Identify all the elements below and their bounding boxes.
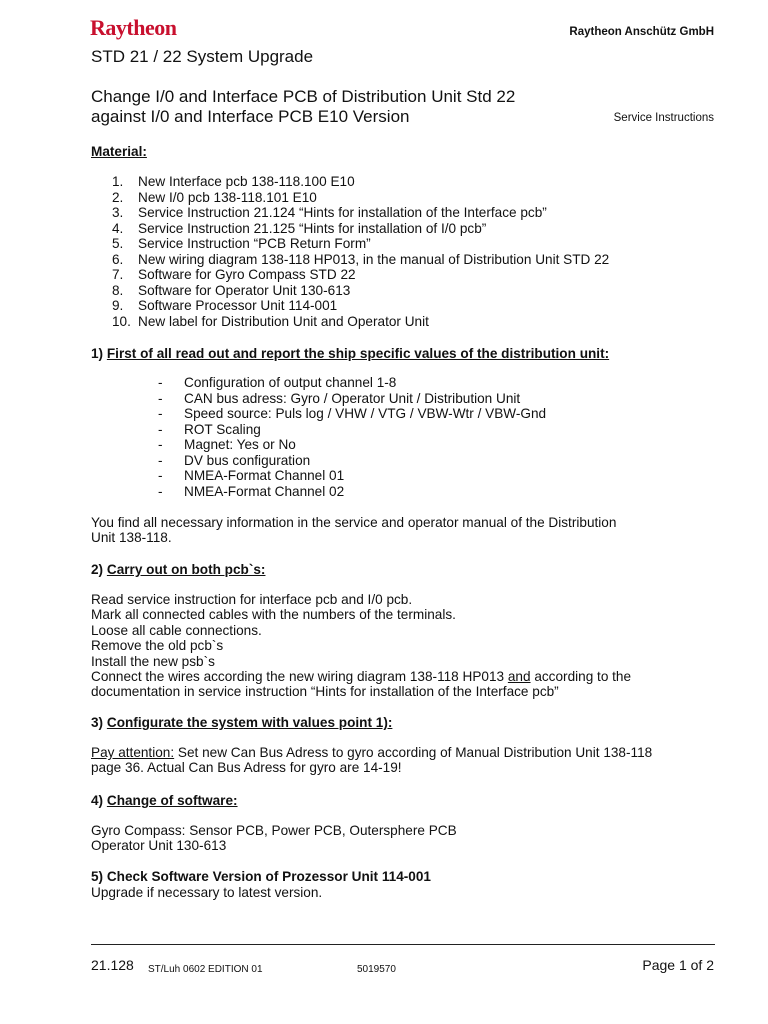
footer-reference: ST/Luh 0602 EDITION 01 xyxy=(148,964,263,975)
company-name: Raytheon Anschütz GmbH xyxy=(569,26,714,38)
section3-heading xyxy=(91,715,392,730)
raytheon-logo: Raytheon xyxy=(90,15,177,40)
material-list-item xyxy=(112,298,609,314)
material-item-text: New wiring diagram 138-118 HP013, in the manual of Distribution Unit STD 22 xyxy=(138,251,610,267)
section5-heading: 5) Check Software Version of Prozessor Unit 114-001 xyxy=(91,869,431,884)
material-list-item xyxy=(112,205,609,221)
section2-number: 2) xyxy=(91,562,104,577)
material-item-text: New label for Distribution Unit and Operator Unit xyxy=(138,313,429,329)
material-item-number: 3. xyxy=(112,205,124,220)
section3-note xyxy=(91,745,652,776)
material-list xyxy=(112,174,609,329)
material-item-number: 8. xyxy=(112,282,124,298)
bullet-text: NMEA-Format Channel 01 xyxy=(184,468,345,483)
section4-line2: Operator Unit 130-613 xyxy=(91,838,227,854)
section2-line: Read service instruction for interface pcb and I/0 pcb. xyxy=(91,592,413,607)
material-list-item xyxy=(112,314,609,330)
section4-number: 4) xyxy=(91,793,104,808)
material-item-text: Software for Operator Unit 130-613 xyxy=(138,282,351,298)
material-item-text: Service Instruction “PCB Return Form” xyxy=(138,236,371,251)
section2-line6-and: and xyxy=(507,669,531,685)
section3-number: 3) xyxy=(91,715,104,730)
section1-note xyxy=(91,515,616,546)
bullet-text: Speed source: Puls log / VHW / VTG / VBW-Wtr / VBW-Gnd xyxy=(184,406,547,421)
footer-divider xyxy=(91,944,715,945)
document-subtitle-line2: against I/0 and Interface PCB E10 Version xyxy=(91,107,410,126)
material-list-item xyxy=(112,283,609,299)
section1-bullet-item xyxy=(158,391,546,407)
section4-body xyxy=(91,823,457,854)
material-item-number: 6. xyxy=(112,251,124,267)
bullet-text: ROT Scaling xyxy=(184,421,261,437)
material-list-item xyxy=(112,174,609,190)
section2-title: Carry out on both pcb`s: xyxy=(106,562,266,577)
bullet-dash: - xyxy=(158,421,163,437)
material-item-text: New I/0 pcb 138-118.101 E10 xyxy=(138,189,317,205)
material-list-item xyxy=(112,236,609,252)
bullet-dash: - xyxy=(158,390,163,406)
document-type-label: Service Instructions xyxy=(613,112,714,124)
section2-line: documentation in service instruction “Hints for installation of the Interface pcb” xyxy=(91,684,559,700)
material-list-item xyxy=(112,252,609,268)
bullet-text: Configuration of output channel 1-8 xyxy=(184,375,397,390)
section1-bullet-item xyxy=(158,375,546,391)
section1-title: First of all read out and report the ship specific values of the distribution unit: xyxy=(106,346,610,361)
material-list-item xyxy=(112,190,609,206)
section4-line1: Gyro Compass: Sensor PCB, Power PCB, Outersphere PCB xyxy=(91,823,457,838)
material-list-item xyxy=(112,267,609,283)
material-item-number: 1. xyxy=(112,174,124,189)
footer-doc-number: 21.128 xyxy=(91,957,134,973)
material-item-number: 4. xyxy=(112,220,124,236)
section4-title: Change of software: xyxy=(106,793,238,808)
section1-bullet-list xyxy=(158,375,546,499)
material-item-number: 9. xyxy=(112,298,124,313)
section3-note-line2: page 36. Actual Can Bus Adress for gyro are 14-19! xyxy=(91,760,402,776)
section2-heading xyxy=(91,562,265,577)
bullet-dash: - xyxy=(158,452,163,468)
section2-line6-end: according to the xyxy=(530,669,632,685)
section2-line6-start: Connect the wires according the new wiring diagram 138-118 HP013 xyxy=(91,669,508,685)
material-item-number: 7. xyxy=(112,267,124,282)
bullet-text: NMEA-Format Channel 02 xyxy=(184,483,345,499)
material-item-number: 2. xyxy=(112,189,124,205)
material-list-item xyxy=(112,221,609,237)
bullet-text: Magnet: Yes or No xyxy=(184,437,296,452)
section2-line: Install the new psb`s xyxy=(91,653,215,669)
section2-line: Remove the old pcb`s xyxy=(91,638,224,654)
pay-attention-label: Pay attention: xyxy=(91,745,175,760)
section1-bullet-item xyxy=(158,453,546,469)
document-title: STD 21 / 22 System Upgrade xyxy=(91,47,314,66)
bullet-text: CAN bus adress: Gyro / Operator Unit / Distribution Unit xyxy=(184,390,521,406)
section1-bullet-item xyxy=(158,437,546,453)
material-item-text: New Interface pcb 138-118.100 E10 xyxy=(138,174,355,189)
section3-line1-text: Set new Can Bus Adress to gyro according of Manual Distribution Unit 138-118 xyxy=(174,745,653,760)
section2-line: Loose all cable connections. xyxy=(91,622,262,638)
section1-note-line2: Unit 138-118. xyxy=(91,530,172,546)
material-item-text: Service Instruction 21.125 “Hints for installation of I/0 pcb” xyxy=(138,220,487,236)
section1-heading xyxy=(91,346,609,361)
footer-code: 5019570 xyxy=(357,964,396,975)
section1-number: 1) xyxy=(91,346,104,361)
material-item-number: 5. xyxy=(112,236,124,251)
section2-steps xyxy=(91,592,631,700)
bullet-dash: - xyxy=(158,468,163,483)
section1-bullet-item xyxy=(158,468,546,484)
section1-bullet-item xyxy=(158,406,546,422)
section1-bullet-item xyxy=(158,422,546,438)
section1-note-line1: You find all necessary information in the service and operator manual of the Distribution xyxy=(91,515,617,530)
material-heading: Material: xyxy=(91,144,147,159)
material-item-number: 10. xyxy=(112,313,131,329)
section4-heading xyxy=(91,793,238,808)
section2-line: Mark all connected cables with the numbers of the terminals. xyxy=(91,607,456,623)
section5-body: Upgrade if necessary to latest version. xyxy=(91,885,323,900)
section1-bullet-item xyxy=(158,484,546,500)
material-item-text: Software Processor Unit 114-001 xyxy=(138,298,338,313)
bullet-dash: - xyxy=(158,375,163,390)
bullet-dash: - xyxy=(158,406,163,421)
material-item-text: Software for Gyro Compass STD 22 xyxy=(138,267,356,282)
material-item-text: Service Instruction 21.124 “Hints for installation of the Interface pcb” xyxy=(138,205,547,220)
section3-title: Configurate the system with values point 1): xyxy=(106,715,393,730)
section3-note-line1 xyxy=(91,745,652,760)
section2-line xyxy=(91,669,631,684)
bullet-dash: - xyxy=(158,483,163,499)
bullet-dash: - xyxy=(158,437,163,452)
bullet-text: DV bus configuration xyxy=(184,452,311,468)
footer-page-number: Page 1 of 2 xyxy=(642,957,714,973)
document-subtitle-line1: Change I/0 and Interface PCB of Distribution Unit Std 22 xyxy=(91,87,516,106)
